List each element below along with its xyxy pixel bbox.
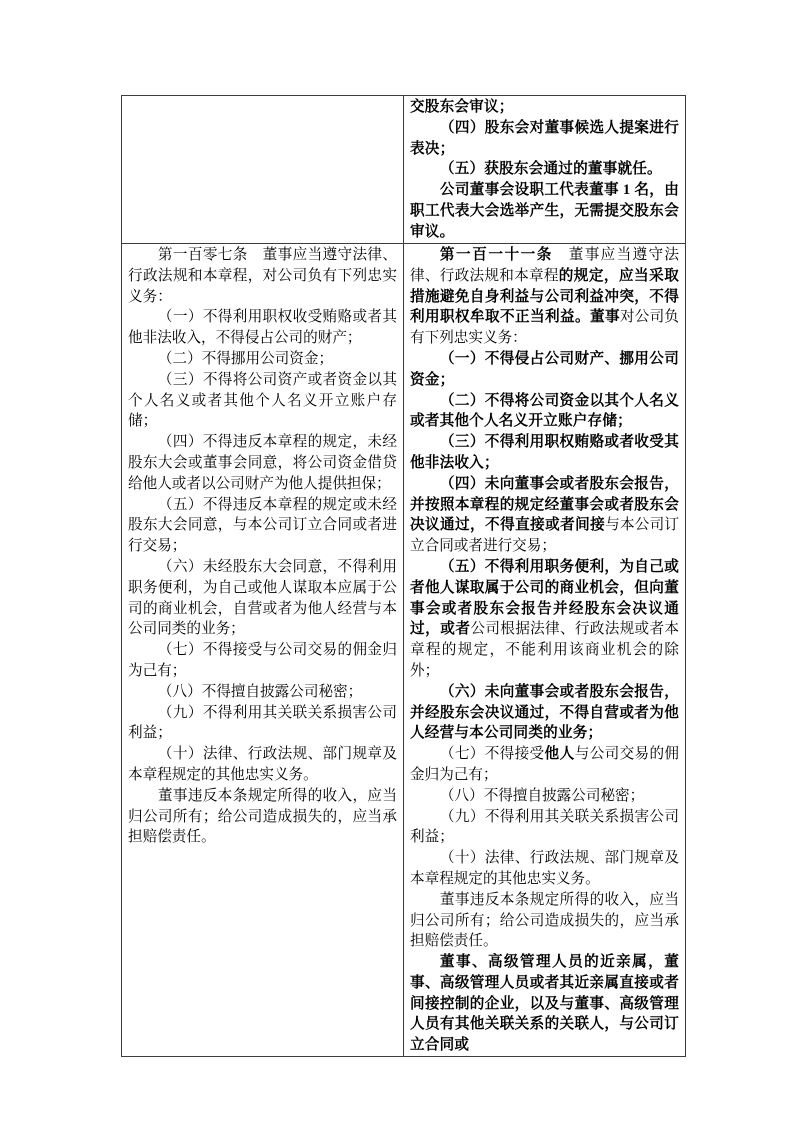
text-run: 董事违反本条规定所得的收入，应当归公司所有；给公司造成损失的，应当承担赔偿责任。 (410, 891, 679, 950)
old-article-107-content (128, 245, 397, 1056)
table-row-continuation (122, 96, 686, 244)
text-run: （六）未经股东大会同意，不得利用职务便利，为自己或他人谋取本应属于公司的商业机会，自营或者为他人经营与本公司同类的业务； (128, 558, 397, 638)
bold-text-run: 第一百一十一条 (439, 247, 553, 263)
text-run: （五）不得违反本章程的规定或未经股东大会同意，与本公司订立合同或者进行交易； (128, 496, 397, 555)
text-run: （四）不得违反本章程的规定，未经股东大会或董事会同意，将公司资金借贷给他人或者以公司财产为他人提供担保； (128, 434, 397, 492)
text-run: （九）不得利用其关联关系损害公司利益； (410, 808, 679, 846)
text-run: （十）法律、行政法规、部门规章及本章程规定的其他忠实义务。 (128, 746, 397, 783)
paragraph (410, 682, 679, 744)
text-run: 公司根据法律、行政法规或者本章程的规定，不能利用该商业机会的除外； (410, 621, 679, 679)
paragraph (128, 370, 397, 432)
bold-text-run: 的规定，应当采取措施避免自身利益与公司利益冲突，不得利用职权牟取不正当利益。董事 (410, 267, 679, 326)
paragraph (410, 159, 679, 180)
paragraph (128, 640, 397, 682)
cell-new-article-continuation (404, 96, 686, 244)
paragraph (410, 807, 679, 849)
text-run: （七）不得接受与公司交易的佣金归为己有； (128, 642, 397, 679)
text-run: 与本公司订立合同或者进行交易； (410, 517, 679, 555)
paragraph (128, 307, 397, 349)
bold-text-run: （五）不得利用职务便利，为自己或者他人谋取属于公司的商业机会，但向董事会或者股东会报告并经股东会决议通过，或者 (410, 558, 679, 638)
text-run: 董事违反本条规定所得的收入，应当归公司所有；给公司造成损失的，应当承担赔偿责任。 (128, 787, 397, 846)
bold-text-run: （四）股东会对董事候选人提案进行表决； (410, 119, 679, 157)
paragraph (410, 118, 679, 160)
text-run: 董事应当遵守法律、行政法规和本章程 (410, 247, 679, 284)
bold-text-run: （四）未向董事会或者股东会报告，并按照本章程的规定经董事会或者股东会决议通过，不得直接或者间接 (410, 475, 679, 534)
paragraph (410, 349, 679, 391)
bold-text-run: （六）未向董事会或者股东会报告，并经股东会决议通过，不得自营或者为他人经营与本公司同类的业务； (410, 683, 679, 742)
text-run: （七）不得接受 (439, 746, 545, 763)
comparison-table (121, 95, 686, 1057)
text-run: （八）不得擅自披露公司秘密； (439, 787, 645, 804)
table-row-article-107-vs-111 (122, 244, 686, 1057)
bold-text-run: （三）不得利用职权贿赂或者收受其他非法收入； (410, 434, 679, 471)
comparison-table-body (122, 96, 686, 1057)
bold-text-run: 董事、高级管理人员的近亲属，董事、高级管理人员或者其近亲属直接或者间接控制的企业，以及与董事、高级管理人员有其他关联关系的关联人，与公司订立合同或 (410, 954, 679, 1054)
new-article-continuation-content (410, 97, 679, 243)
bold-text-run: （二）不得将公司资金以其个人名义或者其他个人名义开立账户存储； (410, 392, 679, 430)
text-run: （十）法律、行政法规、部门规章及本章程规定的其他忠实义务。 (410, 850, 679, 887)
paragraph (128, 744, 397, 786)
text-run: （三）不得将公司资产或者资金以其个人名义或者其他个人名义开立账户存储； (128, 371, 397, 430)
paragraph (128, 682, 397, 703)
paragraph (410, 432, 679, 474)
paragraph (410, 97, 679, 118)
paragraph (128, 432, 397, 494)
paragraph (410, 557, 679, 682)
cell-new-article-111 (404, 244, 686, 1057)
paragraph (410, 474, 679, 557)
paragraph (410, 786, 679, 807)
text-run: （九）不得利用其关联关系损害公司利益； (128, 704, 397, 742)
bold-text-run: 他人 (544, 746, 575, 763)
text-run: （八）不得擅自披露公司秘密； (157, 683, 363, 700)
cell-old-article-continuation (122, 96, 404, 244)
paragraph (128, 557, 397, 640)
text-run: （一）不得利用职权收受贿赂或者其他非法收入，不得侵占公司的财产； (128, 309, 397, 347)
paragraph (410, 744, 679, 786)
bold-text-run: 交股东会审议； (410, 99, 514, 115)
text-run: 第一百零七条 董事应当遵守法律、行政法规和本章程，对公司负有下列忠实义务： (128, 247, 397, 305)
paragraph (128, 703, 397, 745)
paragraph (128, 245, 397, 307)
paragraph (410, 180, 679, 242)
text-run: 与公司交易的佣金归为己有； (410, 746, 679, 783)
text-run: （二）不得挪用公司资金； (157, 350, 334, 367)
paragraph (410, 952, 679, 1056)
bold-text-run: （一）不得侵占公司财产、挪用公司资金； (410, 350, 679, 388)
paragraph (128, 786, 397, 848)
new-article-111-content (410, 245, 679, 1056)
text-run: 对公司负有下列忠实义务： (410, 309, 679, 347)
paragraph (410, 848, 679, 890)
paragraph (410, 391, 679, 433)
bold-text-run: （五）获股东会通过的董事就任。 (439, 161, 662, 178)
old-article-continuation-content (128, 97, 397, 243)
paragraph (128, 349, 397, 370)
cell-old-article-107 (122, 244, 404, 1057)
paragraph (410, 890, 679, 952)
bold-text-run: 公司董事会设职工代表董事 1 名，由职工代表大会选举产生，无需提交股东会审议。 (410, 182, 679, 240)
paragraph (410, 245, 679, 349)
paragraph (128, 495, 397, 557)
